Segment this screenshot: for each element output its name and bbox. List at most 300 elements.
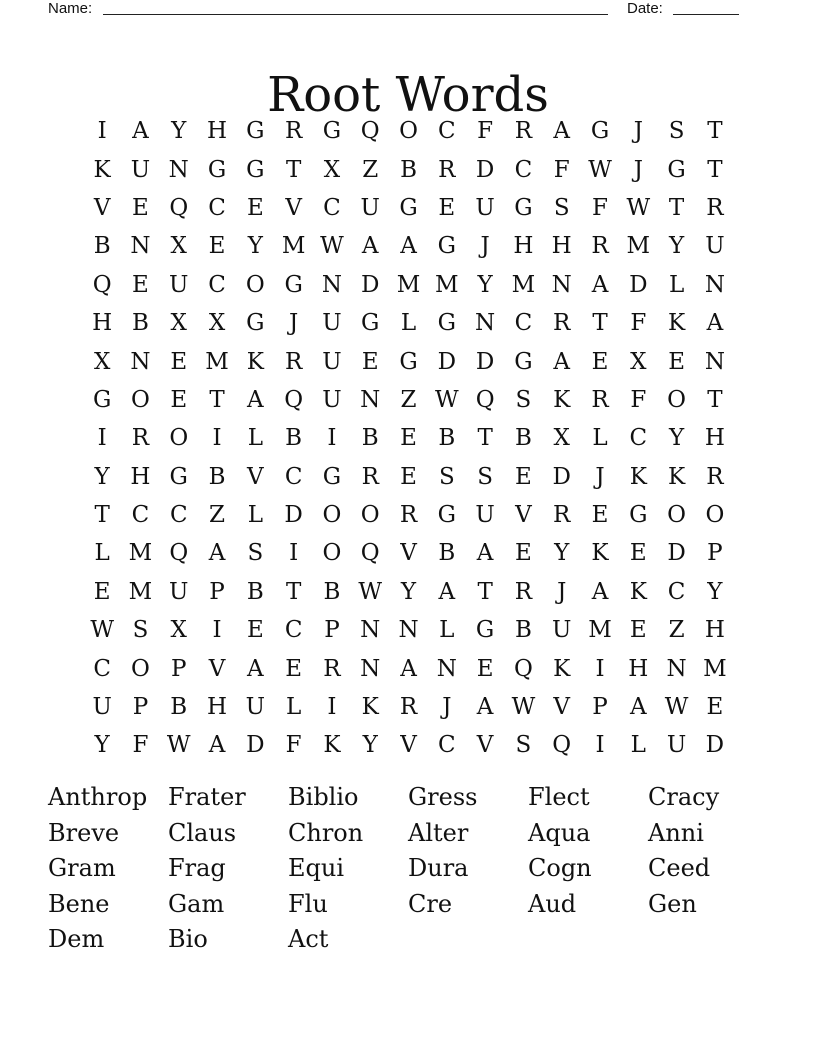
grid-letter: T	[285, 578, 302, 605]
grid-letter: S	[247, 540, 264, 567]
grid-letter: E	[438, 194, 456, 221]
grid-letter: A	[247, 386, 264, 413]
grid-letter: E	[515, 463, 532, 490]
grid-letter: H	[704, 617, 725, 644]
grid-letter: E	[132, 271, 149, 298]
grid-letter: A	[553, 348, 571, 375]
grid-letter: X	[553, 425, 570, 452]
grid-letter: V	[476, 732, 494, 759]
grid-letter: C	[208, 194, 226, 221]
grid-letter: Q	[360, 118, 380, 145]
grid-letter: R	[323, 655, 341, 682]
grid-letter: S	[668, 118, 685, 145]
grid-letter: G	[590, 118, 610, 145]
grid-letter: E	[170, 348, 188, 375]
grid-letter: T	[592, 310, 608, 337]
grid-letter: K	[361, 694, 379, 721]
grid-letter: I	[212, 425, 222, 452]
word-bank-item: Frag	[168, 854, 226, 883]
grid-letter: B	[514, 617, 532, 644]
grid-letter: B	[285, 425, 303, 452]
name-label: Name:	[48, 0, 93, 17]
grid-letter: Y	[477, 271, 493, 298]
grid-letter: H	[628, 655, 649, 682]
grid-letter: D	[361, 271, 380, 298]
grid-letter: W	[166, 732, 191, 759]
grid-letter: M	[435, 271, 459, 298]
grid-letter: W	[588, 156, 612, 183]
grid-letter: G	[437, 502, 456, 529]
grid-letter: F	[592, 194, 608, 221]
grid-letter: I	[327, 694, 337, 721]
grid-letter: M	[281, 233, 306, 260]
grid-letter: O	[131, 655, 150, 682]
grid-letter: C	[438, 732, 456, 759]
grid-letter: E	[246, 617, 264, 644]
grid-letter: R	[438, 156, 456, 183]
grid-letter: Y	[707, 578, 723, 605]
grid-letter: C	[514, 156, 533, 183]
grid-letter: W	[664, 694, 689, 721]
grid-letter: C	[667, 578, 686, 605]
grid-letter: R	[514, 118, 533, 145]
grid-letter: R	[706, 463, 724, 490]
grid-letter: G	[169, 463, 188, 490]
grid-letter: H	[207, 694, 228, 721]
grid-letter: R	[284, 348, 303, 375]
grid-letter: B	[361, 425, 379, 452]
word-bank-item: Dem	[48, 925, 105, 954]
grid-letter: J	[595, 463, 605, 490]
word-bank-item: Dura	[408, 854, 469, 883]
grid-letter: B	[246, 578, 264, 605]
grid-letter: A	[591, 578, 609, 605]
grid-letter: J	[480, 233, 490, 260]
grid-letter: P	[171, 655, 187, 682]
grid-letter: U	[475, 502, 495, 529]
grid-letter: N	[666, 655, 687, 682]
grid-letter: T	[668, 194, 685, 221]
grid-letter: F	[477, 118, 494, 145]
grid-letter: K	[553, 655, 571, 682]
grid-letter: O	[360, 502, 380, 529]
grid-letter: D	[629, 271, 648, 298]
grid-letter: T	[94, 502, 110, 529]
grid-letter: F	[553, 156, 570, 183]
grid-letter: Q	[475, 386, 495, 413]
grid-letter: T	[209, 386, 225, 413]
grid-letter: S	[132, 617, 149, 644]
grid-letter: G	[667, 156, 686, 183]
grid-letter: K	[629, 578, 647, 605]
grid-letter: T	[707, 156, 723, 183]
grid-letter: E	[132, 194, 149, 221]
grid-letter: T	[707, 118, 723, 145]
grid-letter: R	[284, 118, 303, 145]
grid-letter: D	[705, 732, 725, 759]
grid-letter: Q	[513, 655, 533, 682]
word-bank-item: Biblio	[288, 783, 359, 811]
word-bank-item: Ceed	[648, 854, 711, 883]
word-bank-item: Gen	[648, 889, 697, 918]
grid-letter: T	[285, 156, 302, 183]
grid-letter: H	[92, 310, 113, 337]
grid-letter: B	[400, 156, 417, 183]
grid-letter: Z	[668, 617, 685, 644]
grid-letter: Y	[94, 463, 110, 490]
grid-letter: C	[131, 502, 150, 529]
word-bank-item: Aud	[528, 889, 577, 918]
grid-letter: A	[208, 540, 226, 567]
grid-letter: L	[630, 732, 646, 759]
grid-letter: L	[247, 425, 263, 452]
grid-letter: G	[284, 271, 303, 298]
word-bank-item: Claus	[168, 818, 237, 847]
grid-letter: A	[132, 118, 149, 145]
word-bank-item: Act	[288, 925, 329, 954]
grid-letter: K	[668, 463, 686, 490]
grid-letter: D	[246, 732, 265, 759]
grid-letter: C	[284, 463, 303, 490]
word-bank-item: Chron	[288, 818, 364, 847]
word-bank-item: Bene	[48, 889, 110, 918]
grid-letter: L	[247, 502, 263, 529]
grid-letter: U	[666, 732, 687, 759]
grid-letter: S	[553, 194, 570, 221]
grid-letter: N	[704, 271, 725, 298]
grid-letter: B	[438, 425, 456, 452]
grid-letter: M	[396, 271, 421, 298]
grid-letter: W	[358, 578, 383, 605]
word-bank-item: Flect	[528, 783, 590, 811]
grid-letter: F	[630, 310, 647, 337]
word-bank-item: Gam	[168, 889, 225, 918]
grid-letter: A	[438, 578, 456, 605]
grid-letter: R	[591, 233, 609, 260]
grid-letter: V	[515, 502, 532, 529]
word-bank-item: Equi	[288, 854, 345, 883]
grid-letter: E	[400, 463, 417, 490]
grid-letter: U	[322, 348, 342, 375]
grid-letter: K	[668, 310, 686, 337]
grid-letter: M	[588, 617, 612, 644]
grid-letter: U	[322, 310, 342, 337]
grid-letter: A	[476, 540, 494, 567]
word-bank-item: Cogn	[528, 854, 592, 883]
grid-letter: O	[169, 425, 189, 452]
grid-letter: A	[400, 655, 417, 682]
grid-letter: Y	[669, 233, 685, 260]
grid-letter: R	[361, 463, 379, 490]
grid-letter: K	[591, 540, 609, 567]
grid-letter: Q	[360, 540, 380, 567]
grid-letter: M	[703, 655, 727, 682]
grid-letter: H	[513, 233, 534, 260]
word-bank-item: Frater	[168, 783, 246, 811]
grid-letter: F	[630, 386, 647, 413]
grid-letter: U	[360, 194, 380, 221]
grid-letter: Y	[400, 578, 417, 605]
grid-letter: H	[704, 425, 725, 452]
grid-letter: W	[435, 386, 459, 413]
word-bank-item: Cracy	[648, 783, 720, 811]
grid-letter: P	[132, 694, 149, 721]
grid-letter: E	[170, 386, 188, 413]
grid-letter: Y	[171, 118, 187, 145]
grid-letter: U	[92, 694, 112, 721]
grid-letter: G	[246, 310, 265, 337]
grid-letter: U	[322, 386, 342, 413]
grid-letter: X	[170, 233, 187, 260]
grid-letter: E	[515, 540, 532, 567]
grid-letter: Q	[92, 271, 112, 298]
grid-letter: M	[128, 540, 153, 567]
grid-letter: H	[130, 463, 151, 490]
grid-letter: L	[592, 425, 608, 452]
grid-letter: V	[400, 540, 417, 567]
grid-letter: Q	[552, 732, 572, 759]
grid-letter: N	[321, 271, 342, 298]
grid-letter: G	[399, 194, 418, 221]
grid-letter: W	[320, 233, 344, 260]
grid-letter: W	[626, 194, 651, 221]
grid-letter: T	[477, 578, 493, 605]
word-bank	[48, 780, 768, 958]
grid-letter: E	[706, 694, 724, 721]
grid-letter: G	[437, 233, 456, 260]
grid-letter: E	[591, 502, 609, 529]
grid-letter: U	[552, 617, 572, 644]
date-label: Date:	[627, 0, 663, 17]
grid-letter: R	[553, 502, 571, 529]
grid-letter: Q	[169, 540, 189, 567]
grid-letter: Y	[669, 425, 685, 452]
grid-letter: K	[553, 386, 571, 413]
grid-letter: E	[93, 578, 111, 605]
grid-letter: J	[557, 578, 567, 605]
grid-letter: G	[629, 502, 648, 529]
grid-letter: U	[169, 271, 189, 298]
grid-letter: N	[360, 617, 381, 644]
grid-letter: H	[207, 118, 228, 145]
grid-letter: V	[208, 655, 226, 682]
header	[48, 0, 748, 18]
grid-letter: N	[704, 348, 725, 375]
grid-letter: K	[246, 348, 264, 375]
grid-letter: T	[477, 425, 493, 452]
grid-letter: B	[438, 540, 456, 567]
grid-letter: N	[551, 271, 572, 298]
grid-letter: R	[399, 502, 418, 529]
grid-letter: U	[705, 233, 725, 260]
grid-letter: M	[128, 578, 153, 605]
grid-letter: C	[93, 655, 111, 682]
grid-letter: A	[553, 118, 571, 145]
grid-letter: E	[629, 617, 647, 644]
grid-letter: K	[629, 463, 647, 490]
grid-letter: E	[361, 348, 379, 375]
grid-letter: Z	[362, 156, 379, 183]
grid-letter: U	[475, 194, 495, 221]
grid-letter: G	[514, 348, 533, 375]
grid-letter: N	[398, 617, 419, 644]
grid-letter: Y	[362, 732, 378, 759]
grid-letter: G	[322, 118, 342, 145]
grid-letter: O	[705, 502, 725, 529]
grid-letter: I	[97, 425, 107, 452]
grid-letter: C	[169, 502, 188, 529]
grid-letter: N	[475, 310, 496, 337]
grid-letter: C	[284, 617, 303, 644]
grid-letter: V	[93, 194, 111, 221]
grid-letter: W	[90, 617, 114, 644]
grid-letter: R	[514, 578, 533, 605]
grid-letter: C	[438, 118, 456, 145]
grid-letter: L	[285, 694, 302, 721]
grid-letter: C	[629, 425, 648, 452]
grid-letter: D	[475, 348, 495, 375]
grid-letter: I	[595, 655, 605, 682]
grid-letter: X	[170, 310, 187, 337]
grid-letter: R	[399, 694, 418, 721]
grid-letter: M	[626, 233, 651, 260]
grid-letter: P	[209, 578, 225, 605]
grid-letter: E	[285, 655, 303, 682]
grid-letter: E	[400, 425, 417, 452]
grid-letter: O	[131, 386, 150, 413]
grid-letter: E	[629, 540, 647, 567]
grid-letter: G	[246, 156, 265, 183]
grid-letter: A	[247, 655, 264, 682]
grid-letter: Q	[284, 386, 304, 413]
page-title: Root Words	[267, 67, 549, 124]
grid-letter: U	[130, 156, 151, 183]
grid-letter: S	[477, 463, 493, 490]
grid-letter: I	[97, 118, 107, 145]
grid-letter: O	[399, 118, 418, 145]
grid-letter: I	[595, 732, 605, 759]
grid-letter: B	[131, 310, 149, 337]
grid-letter: G	[361, 310, 380, 337]
grid-letter: S	[515, 732, 532, 759]
grid-letter: G	[437, 310, 456, 337]
grid-letter: G	[322, 463, 342, 490]
grid-letter: V	[400, 732, 417, 759]
grid-letter: U	[245, 694, 266, 721]
grid-letter: G	[475, 617, 495, 644]
grid-letter: A	[476, 694, 494, 721]
grid-letter: R	[131, 425, 150, 452]
grid-letter: Q	[169, 194, 189, 221]
grid-letter: G	[207, 156, 227, 183]
date-blank-line	[673, 14, 739, 15]
grid-letter: S	[515, 386, 532, 413]
word-bank-item: Flu	[288, 889, 328, 918]
grid-letter: X	[323, 156, 341, 183]
grid-letter: E	[246, 194, 264, 221]
grid-letter: N	[360, 655, 381, 682]
grid-letter: L	[439, 617, 455, 644]
grid-letter: C	[514, 310, 533, 337]
grid-letter: F	[285, 732, 302, 759]
grid-letter: O	[322, 540, 342, 567]
grid-letter: J	[633, 156, 643, 183]
word-bank-item: Alter	[408, 818, 469, 847]
grid-letter: N	[130, 233, 151, 260]
grid-letter: G	[399, 348, 418, 375]
grid-letter: O	[667, 386, 687, 413]
grid-letter: V	[285, 194, 302, 221]
grid-letter: D	[284, 502, 303, 529]
word-bank-item: Bio	[168, 925, 208, 954]
grid-letter: C	[208, 271, 226, 298]
grid-letter: P	[324, 617, 340, 644]
grid-letter: R	[706, 194, 724, 221]
grid-letter: D	[552, 463, 571, 490]
grid-letter: U	[169, 578, 189, 605]
grid-letter: I	[289, 540, 299, 567]
word-bank-item: Anthrop	[48, 783, 148, 811]
grid-letter: A	[208, 732, 226, 759]
grid-letter: K	[93, 156, 111, 183]
grid-letter: Z	[209, 502, 226, 529]
word-bank-item: Breve	[48, 818, 120, 847]
grid-letter: G	[514, 194, 533, 221]
grid-letter: Y	[554, 540, 570, 567]
grid-letter: J	[633, 118, 643, 145]
grid-letter: B	[514, 425, 532, 452]
grid-letter: A	[591, 271, 609, 298]
grid-letter: D	[667, 540, 686, 567]
grid-letter: N	[436, 655, 457, 682]
grid-letter: G	[92, 386, 112, 413]
grid-letter: Y	[247, 233, 263, 260]
letter-grid	[83, 112, 734, 765]
grid-letter: D	[437, 348, 457, 375]
grid-letter: D	[475, 156, 495, 183]
grid-letter: A	[706, 310, 724, 337]
grid-letter: O	[667, 502, 687, 529]
grid-letter: A	[400, 233, 417, 260]
grid-letter: N	[168, 156, 189, 183]
grid-letter: S	[438, 463, 455, 490]
grid-letter: V	[247, 463, 264, 490]
grid-letter: I	[212, 617, 222, 644]
grid-letter: X	[630, 348, 647, 375]
grid-letter: E	[591, 348, 609, 375]
grid-letter: L	[668, 271, 685, 298]
name-blank-line	[103, 14, 608, 15]
grid-letter: Y	[94, 732, 110, 759]
grid-letter: N	[130, 348, 151, 375]
grid-letter: F	[132, 732, 149, 759]
grid-letter: N	[360, 386, 381, 413]
word-bank-item: Cre	[408, 889, 453, 918]
grid-letter: X	[93, 348, 111, 375]
grid-letter: A	[361, 233, 379, 260]
grid-letter: B	[93, 233, 111, 260]
grid-letter: H	[551, 233, 572, 260]
grid-letter: W	[511, 694, 536, 721]
grid-letter: L	[400, 310, 417, 337]
grid-letter: G	[246, 118, 265, 145]
grid-letter: O	[322, 502, 342, 529]
grid-letter: V	[553, 694, 571, 721]
grid-letter: O	[245, 271, 265, 298]
grid-letter: B	[323, 578, 341, 605]
grid-letter: Z	[400, 386, 417, 413]
word-bank-item: Gress	[408, 783, 478, 811]
